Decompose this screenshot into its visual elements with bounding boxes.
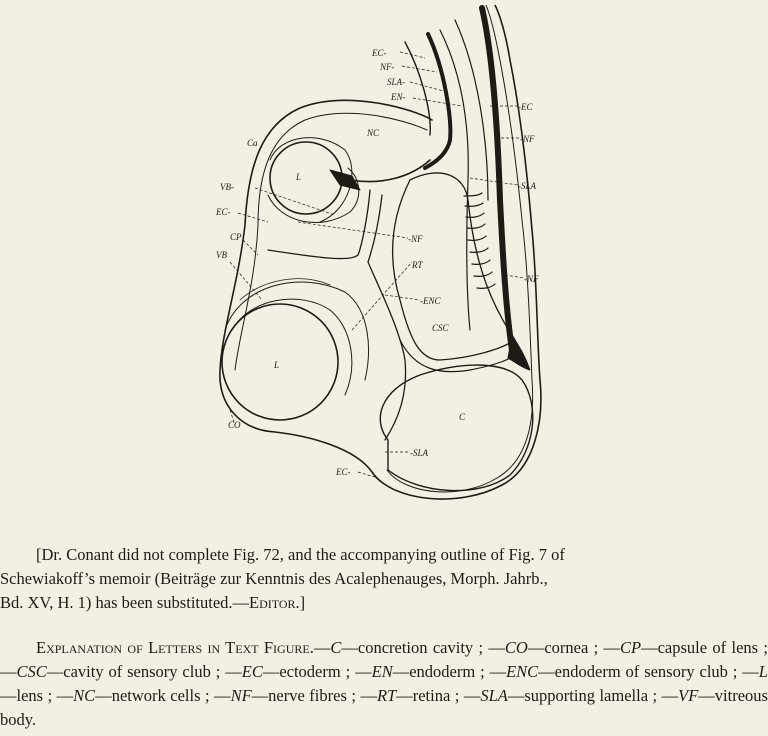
legend-code: CSC [16,662,47,681]
legend-term: cavity of sensory club [63,662,211,681]
label-vb-2: VB [216,250,227,260]
label-csc: CSC [432,323,449,333]
legend-entry: —NC—network cells ; [56,686,215,705]
legend-term: ectoderm [279,662,341,681]
legend-term: concretion cavity [357,638,474,657]
legend-code: EC [241,662,263,681]
legend-entry: —CSC—cavity of sensory club ; [0,662,226,681]
label-nf-mid: -NF [408,234,423,244]
editor-note-line-2: Schewiakoff’s memoir (Beiträge zur Kenntnis des Acalephenauges, Morph. Jahrb., [0,569,548,588]
lower-dark-wedge [508,335,530,370]
sensory-club-cavity [393,173,515,360]
label-ec-top: EC- [372,48,387,58]
label-ec-left: EC- [216,207,231,217]
label-nf-right-2: -NF [524,274,539,284]
lower-lens [222,304,338,420]
label-cp: CP [230,232,242,242]
concretion-cavity [380,365,532,491]
label-vb-1: VB- [220,182,234,192]
label-ec-bottom: EC- [336,467,351,477]
label-sla-bottom: -SLA [410,448,428,458]
legend-entry: —RT—retina ; [360,686,464,705]
label-sla-right: -SLA [518,181,536,191]
legend-entry: —NF—nerve fibres ; [214,686,361,705]
figure-72-drawing [190,5,560,525]
label-ec-right: -EC [518,102,533,112]
endoderm-line-3 [455,20,488,200]
legend-code: C [330,638,342,657]
legend-entry: —EC—ectoderm ; [225,662,356,681]
editor-note [0,543,768,615]
label-nc: NC [367,128,380,138]
legend-code: NC [73,686,96,705]
legend-code: SLA [480,686,508,705]
label-co: CO [228,420,241,430]
stalk-left [268,190,370,259]
label-nf-right: -NF [520,134,535,144]
legend-entry: —C—concretion cavity ; [313,638,489,657]
legend-code: NF [230,686,252,705]
label-nf-top: NF- [380,62,395,72]
legend-term: capsule of lens [657,638,759,657]
legend-term: endoderm of sensory club [554,662,728,681]
label-c: C [459,412,466,422]
legend-term: cornea [544,638,589,657]
legend-code: VF [678,686,699,705]
legend-term: endoderm [409,662,476,681]
label-sla-top: SLA- [387,77,405,87]
endoderm-line-2 [440,30,470,330]
lower-vitreous [225,282,368,380]
label-rt: RT [412,260,423,270]
legend-term: nerve fibres [268,686,347,705]
legend-entry: —CO—cornea ; [488,638,604,657]
legend-entry: —VF—vitreous body. [0,686,768,729]
legend-entry: —SLA—supporting lamella ; [463,686,662,705]
upper-lens [270,142,342,214]
legend-entry: —EN—endoderm ; [355,662,490,681]
thick-lamella-inner [425,34,450,168]
stalk-right [368,195,406,440]
cavity-lower-outline [400,340,520,372]
lower-lens-capsule [232,299,352,395]
legend-code: CO [504,638,528,657]
legend-term: retina [412,686,451,705]
editor-note-line-1: [Dr. Conant did not complete Fig. 72, and the accompanying outline of Fig. 7 of [36,545,565,564]
legend-code: EN [371,662,393,681]
label-enc: -ENC [420,296,441,306]
legend-term: supporting lamella [524,686,649,705]
label-en-top: EN- [391,92,406,102]
legend-code: RT [376,686,397,705]
label-ca: Ca [247,138,258,148]
editor-note-line-3: Bd. XV, H. 1) has been substituted.—Editor.] [0,593,306,612]
label-l-top: L [296,172,302,182]
legend-code: CP [620,638,642,657]
legend-code: ENC [506,662,539,681]
legend-term: lens [16,686,44,705]
legend-entry: —CP—capsule of lens ; [603,638,768,657]
letter-explanation [0,636,768,732]
legend-entry: —L—lens ; [0,662,768,705]
legend-term: vitreous body [0,686,768,729]
explanation-heading: Explanation of Letters in Text Figure. [36,638,314,657]
label-l-bottom: L [274,360,280,370]
legend-code: L [758,662,768,681]
editor-signature: Editor. [249,593,300,612]
legend-entry: —ENC—endoderm of sensory club ; [489,662,743,681]
endoderm-line-1 [405,42,430,135]
legend-term: network cells [111,686,201,705]
thick-lamella [482,8,512,350]
